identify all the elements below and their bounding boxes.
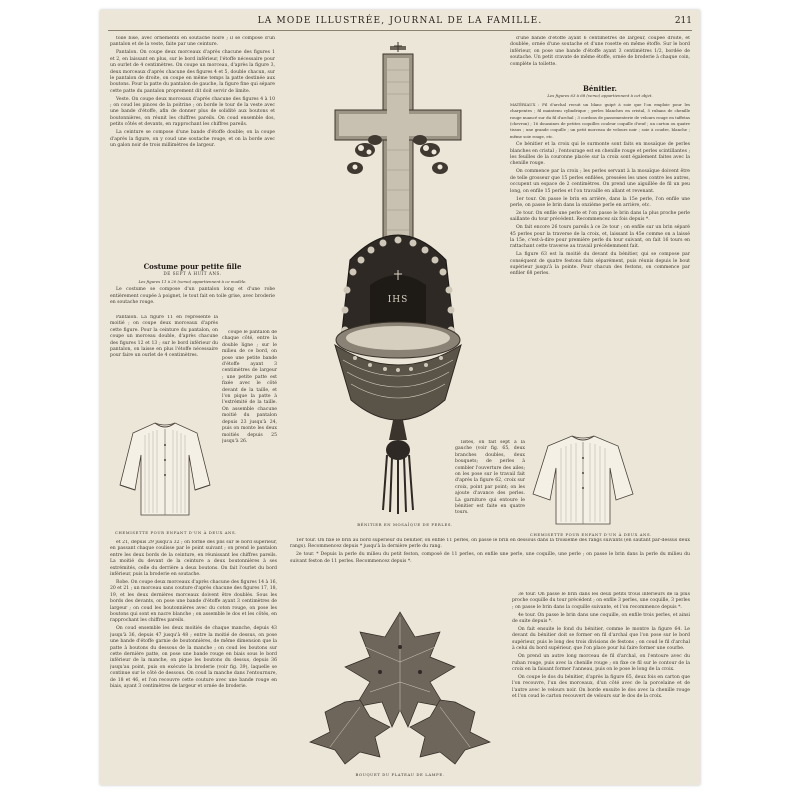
jacket-left-caption: CHEMISETTE POUR ENFANT D'UN À DEUX ANS. <box>115 530 237 535</box>
paragraph: Veste. On coupe deux morceaux d'après chacune des figures 4 à 10 ; on coud les pinces de la poitrine ; on borde le tour de la veste avec une bande d'étoffe, afin de donner plus de solidité aux boutons et boutonnières, on réunit les chiffres pareils. On coud ensemble dos, petits côtés et devants, en rapprochant les chiffres pareils. <box>110 96 275 128</box>
center-left-column <box>222 330 277 560</box>
ihs-monogram: IHS <box>387 295 409 305</box>
stoup-caption: BÉNITIER EN MOSAÏQUE DE PERLES. <box>357 522 453 527</box>
paragraph: 3e tour. On passe le brin dans les deux petits trous inférieurs de la plus proche coquille du tour précédent ; on enfile 3 perles, une coquille, 3 perles ; on passe le brin dans la coquille suivante, et l'on recommence depuis *. <box>512 592 690 610</box>
paragraph: Pantalon. On coupe deux morceaux d'après chacune des figures 1 et 2, en laissant en plus, sur le bord inférieur, l'étoffe nécessaire pour un ourlet de 4 centimètres. On coupe un morceau, d'après la figure 3, deux morceaux d'après chacune des figures 4 et 5, double chacun, sur le pantalon de droite, on coupe en même temps la patte destinée aux boutons. Pour la patte du pantalon de gauche, la figure fine qui sépare cette patte du pantalon proprement dit doit servir de limite. <box>110 50 275 94</box>
paragraph: listes, on fait sept à la gauche (voir fig. 65, deux branches doubles, deux bouquets; de perles à combler l'ouverture des ailes; on les pose sur le travail fait d'après la figure 62, croix sur croix, point par point; on les ajoute d'avance des perles. La garniture qui entoure le bénitier est faite en quatre tours. <box>455 440 525 516</box>
lamp-tray-bouquet-illustration <box>290 592 510 772</box>
section-heading: Costume pour petite fille <box>143 262 242 271</box>
right-lower-column <box>512 592 690 777</box>
center-lower-column <box>290 538 690 590</box>
paragraph: Robe. On coupe deux morceaux d'après chacune des figures 14 à 16, 20 et 21 ; un morceau sans couture d'après chacune des figures 17, 18, 19, et les deux dernières morceaux doivent être doublés. Sous les bords des devants, on pose une bande d'étoffe ayant 3 centimètres de largeur ; on coud les boutonnières avec du coton rouge, on pose les boutons qui sont en nacre blanche ; on assemble le dos et les côtés, en rapprochant les chiffres pareils. <box>110 579 277 624</box>
paragraph: d'une bande d'étoffe ayant 6 centimètres de largeur, coupée droite, et doublée, ornée d'une soutache et d'une rosette en même étoffe. Sur le bord inférieur, on pose une bande d'étoffe ayant 3 centimètres 1/2, bordée de soutache. Un petit cravate de même étoffe, ornée de broderie à chaque coin, complète la toilette. <box>510 36 690 67</box>
section-reference: Les figures 11 à 20 (verso) appartiennent à ce modèle. <box>138 278 247 284</box>
paragraph: 2e tour. * Depuis la perle du milieu du petit feston, composé de 11 perles, on enfile une perle, une coquille, une perle ; on passe le brin dans la perle du milieu du suivant feston de 11 perles. Recommencez depuis *. <box>290 552 690 564</box>
journal-page <box>100 10 700 785</box>
right-column <box>510 82 690 427</box>
section-reference: Les figures 63 à 68 (verso) appartiennent à cet objet. <box>547 93 653 99</box>
page-number: 211 <box>674 16 692 26</box>
left-column <box>110 36 275 258</box>
paragraph: et 21, depuis 29 jusqu'à 32 ; on forme des plis sur le bord supérieur, en passant chaque coulisse par le point suivant ; on prend le pantalon entre les deux bords de la ceinture, en réunissant les chiffres pareils. La moitié du devant de la ceinture a deux boutonnières à ses extrémités, celle du derrière a deux boutons. On fait l'ourlet du bord inférieur, puis la broderie en soutache. <box>110 540 277 578</box>
paragraph: 4e tour. On passe le brin dans une coquille, on enfile trois perles, et ainsi de suite depuis *. <box>512 612 690 625</box>
left-column-pantalon <box>110 315 218 413</box>
paragraph: Le costume se compose d'un pantalon long et d'une robe entièrement coupée à poignet, le tout fait en toile grise, avec broderie en soutache rouge. <box>110 287 275 306</box>
paragraph: Pantalon. La figure 11 en représente la moitié ; on coupe deux morceaux d'après cette figure. Pour la ceinture du pantalon, on coupe un morceau double, d'après chacune des figures 12 et 13 ; sur le bord inférieur du pantalon, on laisse en plus l'étoffe nécessaire pour faire un ourlet de 4 centimètres. <box>110 315 218 359</box>
paragraph: toile bise, avec ornements en soutache noire ; il se compose d'un pantalon et de la veste, faite par une ceinture. <box>110 36 275 48</box>
right-column-top <box>510 36 690 80</box>
paragraph: On coud ensemble les deux moitiés de chaque manche, depuis 43 jusqu'à 36, depuis 47 jusqu'à 48 ; entre la moitié de dessus, on pose une bande d'étoffe garnie de boutonnières, de même dimension que la patte à boutons du dessous de la manche ; on coud les boutons sur cette dernière patte, on pose une bande rouge en biais sous le bord inférieur de la manche, on pique les boutons du dessus, depuis 36 jusqu'au point, puis on exécute la broderie (voir fig. 39), laquelle se continue sur le côté de dessous. On coud la manche dans l'entournure, de 18 et 46, et l'on recouvre cette couture avec une bande rouge en biais, ayant 3 centimètres de largeur et ornée de broderie. <box>110 626 277 689</box>
paragraph: On commence par la croix ; les perles servant à la mosaïque doivent être de telle grosseur que 15 perles enfilées, pressées les unes contre les autres, occupent un espace de 2 centimètres. On prend une aiguillée de fil un peu long, on enfile 15 perles et l'on travaille en allant et revenant. <box>510 169 690 194</box>
child-jacket-illustration-left <box>115 415 215 525</box>
center-right-column <box>455 440 525 530</box>
paragraph: La figure 63 est la moitié du devant du bénitier, qui se compose par conséquent de quatre festons faits séparément, puis réunis depuis le bout supérieur jusqu'à la pointe. Pour chacun des festons, on commence par enfiler 68 perles. <box>510 252 690 277</box>
paragraph: coupe le pantalon de chaque côté, entre la double ligne ; sur le milieu de ce bord, on pose une petite bande d'étoffe ayant 3 centimètres de largeur ; une petite patte est fixée avec le côté devant de la taille, et l'on pique la patte à l'extrémité de la taille. On assemble chacune moitié du pantalon depuis 23 jusqu'à 24, puis on monte les deux moitiés depuis 25 jusqu'à 26. <box>222 330 277 444</box>
paragraph: Ce bénitier et la croix qui le surmonte sont faits en mosaïque de perles blanches en cristal ; l'entourage est en chenille rouge et perles scintillantes ; les feuilles de la couronne placée sur la croix sont également faites avec la chenille rouge. <box>510 142 690 167</box>
header-rule <box>108 30 692 31</box>
materials-list: MATÉRIAUX : Fil d'archal recuit un blanc guipé à soie que l'on emploie pour les charpentes ; fil maintenu cylindrique ; perles blanches en cristal, 5 rubans de chenille rouge nuancé sur du fil d'archal ; 3 cordons de passementerie de velours rouge en taffetas (chevron) ; 16 douzaines de petites coquilles couleur coquille d'œuf ; un carton ou quatre tissus ; une grande coquille ; un petit morceau de velours noir ; soie à coudre, blanche ; même soie rouge, etc. <box>510 101 690 139</box>
paragraph: 2e tour. On enfile une perle et l'on passe le brin dans la plus proche perle saillante du tour précédent. Recommencez six fois depuis *. <box>510 210 690 223</box>
section-heading: Bénitier. <box>583 84 617 93</box>
paragraph: On fait encore 26 tours pareils à ce 2e tour ; on enfile sur un brin séparé 45 perles pour la traverse de la croix, et, laissant la 45e comme on a laissé la 15e, c'est-à-dire pour première perle du tour suivant, on fait 16 tours en rattachant cette traverse au travail précédemment fait. <box>510 225 690 250</box>
paragraph: La ceinture se compose d'une bande d'étoffe double; on la coupe d'après la figure, on y coud une soutache rouge, et on la borde avec un galon noir de trois millimètres de largeur. <box>110 130 275 148</box>
page-header <box>100 10 700 32</box>
left-column-robe <box>110 540 277 778</box>
journal-title: LA MODE ILLUSTRÉE, JOURNAL DE LA FAMILLE. <box>257 16 543 26</box>
jacket-right-caption: CHEMISETTE POUR ENFANT D'UN À DEUX ANS. <box>530 532 652 537</box>
paragraph: On coupe le dos du bénitier, d'après la figure 65, deux fois en carton que l'on recouvre, l'un des morceaux, d'un côté avec de la porcelaine et de l'autre avec le velours noir. On borde ensuite le dos avec la chenille rouge et l'on coud le carton recouvert de velours sur le dos de la croix. <box>512 674 690 700</box>
child-jacket-illustration-right <box>528 428 638 532</box>
paragraph: On prend un autre long morceau de fil d'archal, on l'entoure avec du ruban rouge, puis avec la chenille rouge ; on fixe ce fil sur le contour de la croix en la faisant former l'anneau, puis on le pose le long de la croix. <box>512 654 690 672</box>
paragraph: 1er tour. On fixe le brin au bord supérieur du bénitier, on enfile 11 perles, on passe le brin en dessous dans la troisième des rangs suivants (en sautant par-dessus deux rangs). Recommencez depuis * jusqu'à la dernière perle du rang. <box>290 538 690 550</box>
left-column-section2 <box>110 260 275 312</box>
bouquet-caption: BOUQUET DU PLATEAU DE LAMPE. <box>355 772 445 777</box>
paragraph: On fait ensuite le fond du bénitier, comme le montre la figure 64. Le devant du bénitier doit se former en fil d'archal que l'on pose sur le bord supérieur, puis le long des trois divisions de festons ; on coud le fil d'archal à celui du bord supérieur, que l'on place pour lui faire former une courbe. <box>512 627 690 652</box>
section-subheading: DE SEPT À HUIT ANS. <box>163 271 222 277</box>
paragraph: 1er tour. On passe le brin en arrière, dans la 15e perle, l'on enfile une perle, on passe le brin dans la onzième perle en arrière, etc. <box>510 196 690 208</box>
